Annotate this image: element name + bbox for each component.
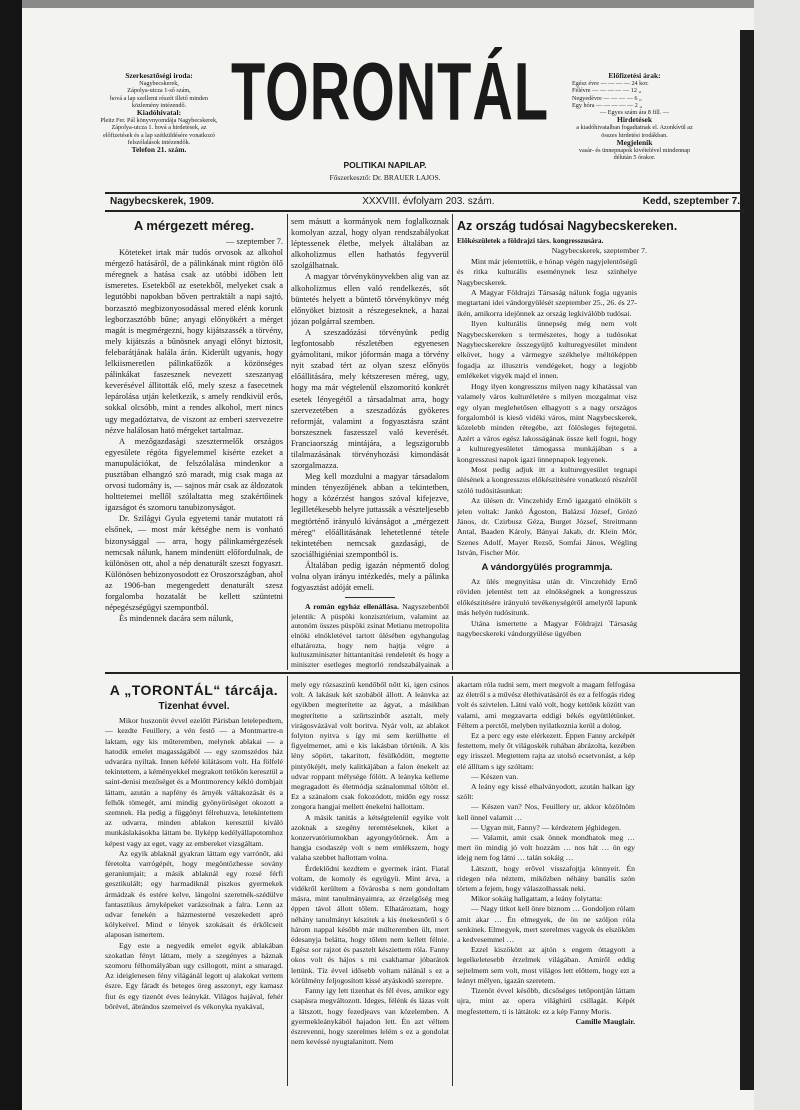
dateline-date: Kedd, szeptember 7. [642,196,740,207]
editorial-office-box [100,72,218,154]
paragraph: A magyar törvénykönyvekben alig van az alkoholizmus ellen való rendelkezés, sőt büntetés helyett a büntető törvénykönyv még előnyöket biztosit a részegeseknek, a hazai józan polgárral szemben. [291,272,449,326]
price-line: Egy hóra — — — — — 2 „ [572,101,643,109]
article-continued [291,216,449,670]
paragraph: akartam róla tudni sem, mert megvolt a magam felfogása az életről s a művész élethivatásáról és ez a felfogás rideg volt és szivtelen. Látni való volt, hogy kettőnk között van valami, ami megzavarta eddigi békés együttlétünket. Féltem a perctől, melyben nyilatkoznia kerül a dolog. [457,680,635,730]
feuilleton-col-1 [105,680,283,1085]
telephone: Telefon 21. szám. [131,145,187,155]
price-line: Félévre — — — — — 12 „ [572,87,642,95]
masthead-title: TORONTÁL [230,45,550,137]
appears-text: vasár- és ünnepnapok kivételével mindennap délután 5 órakor. [578,147,691,162]
dateline-place: Nagybecskerek, 1909. [110,196,214,207]
subscription-box [572,72,697,161]
news-title: A román egyház ellenállása. [305,602,399,612]
article-dateline: Nagybecskerek, szeptember 7. [551,246,647,256]
scan-right-margin [754,0,800,1110]
paragraph: Mikor sokáig hallgattam, a leány folytatta: [471,894,603,904]
paragraph: És mindennek dacára sem nálunk, [119,614,234,624]
editor-in-chief: Főszerkesztő: Dr. BRAUER LAJOS. [329,173,441,182]
paragraph: Az egyik ablaknál gyakran láttam egy varrónőt, aki féretolta varrógépét, hogy megöntözhesse sovány geraniumjait; a másik ablaknál egy rozsé férfi gesztikulált; egy harmadiknál piszkos gyermekek ármádzak és estére kelve, lángolni szeretnék-szédülve fantasztikus árnyképeket varázsolnak a falra. Lenn az udvar fenekén a házmesterné veszekedett apró kölykeivel. Mind e lények szokásait és érkőlcseit alaposan ismertem. [105,848,283,940]
single-copy-price: — Egyes szám ára 8 fill. — [600,109,669,117]
scan-binding [740,30,754,1090]
paragraph: A Magyar Földrajzi Társaság nálunk fogja ugyanis megtartani idei vándorgyülését szeptember 25., 26. és 27-ikén, amikorra idejönnek az ország legkiválóbb tudósai. [457,288,637,318]
paragraph: Ez a perc egy este elérkezett. Éppen Fanny arcképét festettem, mely őt világoskék ruhában ábrázolta, kezében egy irisszel. Megtettem rajta az utolsó ecsetvonást, a kép elé állítam s igy szóltam: [457,731,635,771]
price-line: Negyedévre — — — — 6 „ [572,94,642,102]
article-poisoned-poison [105,216,283,670]
paragraph: Az ülésen dr. Vinczehidy Ernő igazgató elnökölt s jelen voltak: Jankó Ágoston, Balázsi József, Grózó János, dr. Czirbusz Géza, Burget József, Streitmann Antal, Baaden Károly, Bányai Jakab, dr. Klein Mór, Szenes Adolf, Mayer Rezső, Somfai János, Wégling István, Fischer Mór. [457,496,637,558]
paragraph: A szeszadózási törvényünk pedig legfontosabb részletében egyenesen gyámolitani, mikor jóformán maga a törvény nyit szabad tért az olyan szesz előnyös előállitására, mely kétszeresen méreg, ugy, hogy ma már végtelenül elszomoritó konkrét esetek lényegétől a társadalmat arra, hogy szervezetében a szeszadózás gyökeres reformját, valamint a fogyasztásra szánt borszesznek faszesszel való keverését. Franciaország mintájára, a legszigorubb tilalmazásának törvényhozási kimondását szorgalmazza. [291,327,449,471]
article-title: A mérgezett méreg. [133,218,255,233]
news-text: Nagyszebenből jelentik: A püspöki konzisztórium, valamint az autonóm összes püspöki zsinat Metianu metropolita elnöki elnökletével tartott ülésében egyhangulag elhatározta, hogy nem hajtja végre a kultuszminiszter hittantanitási rendeletét és hogy a miniszter esetleges megtorló rendszabályainak a [291,602,449,669]
address-line: Zápolya-utcza 1-ső szám, [127,87,191,95]
column-rule [287,214,288,670]
masthead-subtitle: POLITIKAI NAPILAP. [343,160,427,170]
paragraph: Köteteket irtak már tudós orvosok az alkohol mérgező hatásáról, de a pálinkának mint rögtön ölő méregnek a hatása csak az utóbbi időben lett ismeretes. Esetekből az esetekből, melyeket csak a legutóbbi napokban bőven pertraktált a napi sajtó, borzasztó megbizonyosodással mered elénk korunk legborzasztóbb bűne; anyagi előnyökért a mérget magát is megmérgezni, hogy kijátszassék a törvény, mely kijátszás a bűnösnek anyagi előnyt biztosit, felebarátjának halála árán. Kiderült ugyanis, hogy lelkiismeretlen pálinkafőzők a közönséges pálinkákat faszesznek nevezett szeszanyag keverésével állitották elő, mely szesz a fasecetnek lepárolása utján keletkezik, s amely rendkivül erős, sokkal olcsóbb, mint a rendes alkohol, mert nincs ugy megadóztatva, de viszont az emberi szervezetre nézve halálosan ható mérgeket tartalmaz. [105,248,283,435]
publisher-heading: Kiadóhivatal: [136,108,182,118]
editorial-office-heading: Szerkesztőségi iroda: [125,71,193,80]
paragraph: Ilyen kulturális ünnepség még nem volt Nagybecskereken s természetes, hogy a tudósokat Nagybecskerekre összegyüjtő kulturegyesület mindent elkövet, hogy a vármegye székhelye méltóképpen fogadja az illusztris vendégeket, hogy a legjobb emlékeket vigyék majd el innen. [457,319,637,381]
article-subtitle: Előkészületek a földrajzi társ. kongresszusára. [457,236,604,245]
paragraph: — Készen van. [471,771,519,781]
paragraph: Mikor huszonöt évvel ezelőtt Párisban letelepedtem, — kezdte Feuillery, a vén festő — a Montmartre-n laktam, egy kis műteremben, melynek ablakai — a hatodik emelet magasságából — egy szomszédos ház udvarára nyiltak. Innen kéfelé kilátásom volt. Ha fölfelé tekintettem, a kéményekkel megrakott tetőkön keresztül a saint-denisi mezőséget és a Montmorency kékló dombjait láttam, azután a napfény és árnyék váltakozását és a felhők tömegét, ami mindig gyönyörüséget okozott a szemnek. Ha pedig a függönyt félrehuzva, letekintettem az udvarra, minden ablakon keresztül kiváló munkáslakásokba láttam be. Ilyképp kedélyállapotomhoz képest vagy az eget, vagy az embereket vizsgáltam. [105,716,283,848]
paragraph: — Készen van? Nos, Feuillery ur, akkor közölnöm kell önnel valamit … [457,802,635,822]
paragraph: Látszott, hogy erővel visszafojtja könnyeit. Én ridegen néa néztem, mikőzben néhány banális szón törtem a fejem, hogy válaszolhassak neki. [457,863,635,894]
paragraph: — Ugyan mit, Fanny? — kérdeztem jéghidegen. [471,822,621,832]
dateline-issue: XXXVIII. évfolyam 203. szám. [362,196,495,207]
ads-text: a kiadóhivatalban fogadtatnak el. Azonkívül az összes hirdetési irodákban. [576,124,693,139]
paragraph: A másik tanitás a kétségtelenül egyike volt azoknak a szegény teremtéseknek, kiket a konzervatóriumokban agyongyötörnek. Ám a hangja csodaszép volt s nem emlékszem, hogy valaha szebbet hallottam volna. [291,812,449,863]
subscription-heading: Előfizetési árak: [608,71,661,80]
article-dateline: — szeptember 7. [226,237,283,246]
price-line: Egész évre — — — — 24 kor. [572,80,649,88]
feuilleton-col-3 [457,680,635,1085]
paragraph: Egy este a negyedik emelet egyik ablakában szokatlan fényt láttam, mely a szegényes a háznak szomoru félhomályában ugy csillogott, mint a smaragd. Az ideiglenesen fény világánál legott uj alakokat vettem észre. Egy fáradt és beteges öreg asszonyt, egy kamasz fiut és egy tizenöt éves leánykát. Világos hajával, fehér bőrével, ábrándos szemeivel és vékonyka nyakával, [105,940,283,1011]
address-note: hová a lap szellemi részét illető minden közlemény intézendő. [110,94,208,109]
column-rule [287,676,288,1086]
column-rule [452,214,453,670]
paragraph: A leány egy kissé elhalványodott, azután halkan így szólt: [457,782,635,802]
paragraph: — Nagy titkot kell önre biznom … Gondoljon rólam amit akar … Én elmegyek, de ön ne szóljon róla senkinek. Elmegyek, mert szerelmes vagyok és elszököm a kedvesemmel … [457,904,635,945]
paragraph: Ezzel kiszökött az ajtón s engem óttagyott a legelkeletesebb érzelmek világában. Amiről eddig sejtelmem sem volt, most világos lett előttem, hogy ezt a leányt mélyen, igazán szeretem. [457,945,635,985]
article-geographers [457,216,737,670]
paragraph: Tizenöt évvel később, dicsőséges tetőpontján láttam ujra, mint az opera világhirű csillagát. Képét megfestettem, ti is láttátok: ez a kép Fanny Moris. [457,986,635,1016]
dateline [110,196,740,207]
paragraph: Fanny igy lett tizenhat és fél éves, amikor egy csapásra megváltozott. Ideges, félénk és lázas volt a látszott, hogy fezedjeavs van közelemben. A gyermekleánykából hajadon lett. Én azt véltem észrevenni, hogy szerelmes lelém s ez a gondolat nem kevéssé nyugtalanitott. Nem [291,986,449,1047]
paragraph: Dr. Szilágyi Gyula egyetemi tanár mutatott rá elsőnek, — most már kétségbe nem is vonható bizonysággal — arra, hogy pálinkamérgezések nemcsak nálunk, hanem mindenütt előfordulnak, de különösen ott, ahol a nép denaturált szeszt fogyaszt. Különösen bebizonyosodott ez Oroszországban, ahol az 1906-ban megengedett denaturált szesz forgalomba hozatalát be kellett szüntetni népegészségügyi szempontból. [105,514,283,613]
paragraph: A mezőgazdasági szesztermelők országos egyesülete régóta figyelemmel kisérte ezeket a manupulációkat, de felszólalása mindenkor a pusztában elhangzó szó maradt, mig csak maga az orvosi tudomány is, — sajnos már csak az áldozatok holttetemei mellől szólaltatta meg szakértőinek igazságot és szomoru tanubizonyságot. [105,436,283,513]
feuilleton-title: Tizenhat évvel. [158,701,230,712]
paragraph: Általában pedig igazán népmentő dolog volna olyan irányu intézkedés, mely a pálinka fogyasztást adóját emeli. [291,560,449,593]
paragraph: sem másutt a kormányok nem foglalkoznak komolyan azzal, hogy olyan rendszabályokat léptessenek életbe, melyek általában az alkoholizmus ellen hathatós fegyverül szolgálhatnak. [291,217,449,271]
paragraph: — Valamit, amit csak önnek mondhatok meg … mert ön mindig jó volt hozzám … nos hát … ön egy idejg nem fog látni … talán sokáig … [457,833,635,863]
paragraph: Érdeklődni kezdtem e gyermek iránt. Fiatal voltam, de komoly és együgyü. Mint árva, a vidékről kerültem a fővárosba s nem gondoltam másra, mint tanulmányaimra, az érzelgőség meg éppen távol állott tőlem. Elhatároztam, hogy néhány tanulmányt készitek a kis énekesnőről s ő három nappal később már múlteremben ült, mert édesanyja belátta, hogy tőlem nem kellett félnie. Egész sor rajzot és pasztelt késziettem róla. Fanny okos volt és hájos s mi csakhamar jóbarátok lettünk. Tíz évvel idősebb voltam nálánál s ez a körülmény feljogosított kissé atyáskodó szerepre. [291,863,449,985]
header-rule [105,192,745,194]
author-signature: Camille Mauglair. [575,1016,635,1026]
paragraph: Mint már jelentettük, e hónap végén nagyjelentőségű és ritka kulturális eseménynek lesz szinhelye Nagybecskerek. [457,256,637,287]
address-line: Nagybecskerek, [139,80,179,88]
paragraph: mely egy rózsaszinü kendőből nőtt ki, igen csinos volt. A lakásuk két szobából állott. A leánvka az egyikben megterítette az ágyat, a másikban megterítette a szűrtszinbőt asztalt, mely virágosvázával volt boritva. Nyár volt, az ablakot folyton nyitva s így mi sem kerülhette el figyelmemet, ami e kis lakásban történik. A kis lény söpört, takaritott, fésülködött, megtette pintyőkéjét, mely kalitkájában a falon énekelt az udvar roppant mélysége fölött. A leányka kelleme megragadott és életmódja szánalommal töltött el. Ez a szánalom csak fokozódott, midőn egy rossz zongora hangjai mellett énekelni hallottam. [291,680,449,812]
publisher-text: Pleitz Fer. Pál könyvnyomdája Nagybecskerek, Zápolya-utcza 1. hová a hirdetések, az előfizetések és a lap szétküldésére vonatkozó felszólalások intézendők. [100,117,218,146]
feuilleton-header: A „TORONTÁL“ tárcája. [109,682,279,698]
feuilleton-rule [105,672,740,674]
paragraph: Utána ismertette a Magyar Földrajzi Társaság nagybecskereki vándorgyülése ügyében [457,618,637,639]
ads-heading: Hirdetések [617,115,652,125]
column-rule [452,676,453,1086]
paragraph: Meg kell mozdulni a magyar társadalom minden tényezőjének abban a tekintetben, hogy a közérzést hangos szóval kifejezve, legilletékesebb helyre juttassák a vészteljesebb megtörténő irányuló kívánságot a „mérgezett méreg“ előállitásának lehetetlenné tétele tekintetében nemcsak gazdasági, de szociálhigiéniai szempontból is. [291,472,449,559]
scan-left-edge [0,0,22,1110]
article-subheading: A vándorgyülés programmja. [481,561,613,573]
feuilleton-col-2 [291,680,449,1085]
article-title: Az ország tudósai Nagybecskereken. [457,219,678,233]
appears-heading: Megjelenik [616,137,653,147]
paragraph: Hogy ilyen kongresszus milyen nagy kihatással van valamely város kulturéletére s milyen mozgalmat visz egy olyan meglehetősen elhagyott s a nagy országos forgalomból is kieső vidéki város, mint Nagybecskerek, közelebb minden rétegébe, azt fölösleges fejtegetni. Azért a város egész lakosságának össze kell fogni, hogy a kulturegyesületet támogassa munkájában s a kongresszusi napok igazi ünnepnapok legyenek. [457,381,637,464]
paragraph: Az ülés megnyitása után dr. Vinczehidy Ernő röviden jelentést tett az elnökségnek a kongresszus előkészitésére irányuló tevékenységéről amelyről lapunk más helyén tudósitunk. [457,577,637,618]
paragraph: Most pedig adjuk itt a kulturegyesület tegnapi ülésének a kongresszus előkészitésére vonatkozó részéről szóló tudósitásunkat: [457,464,637,495]
dateline-rule [105,210,745,212]
